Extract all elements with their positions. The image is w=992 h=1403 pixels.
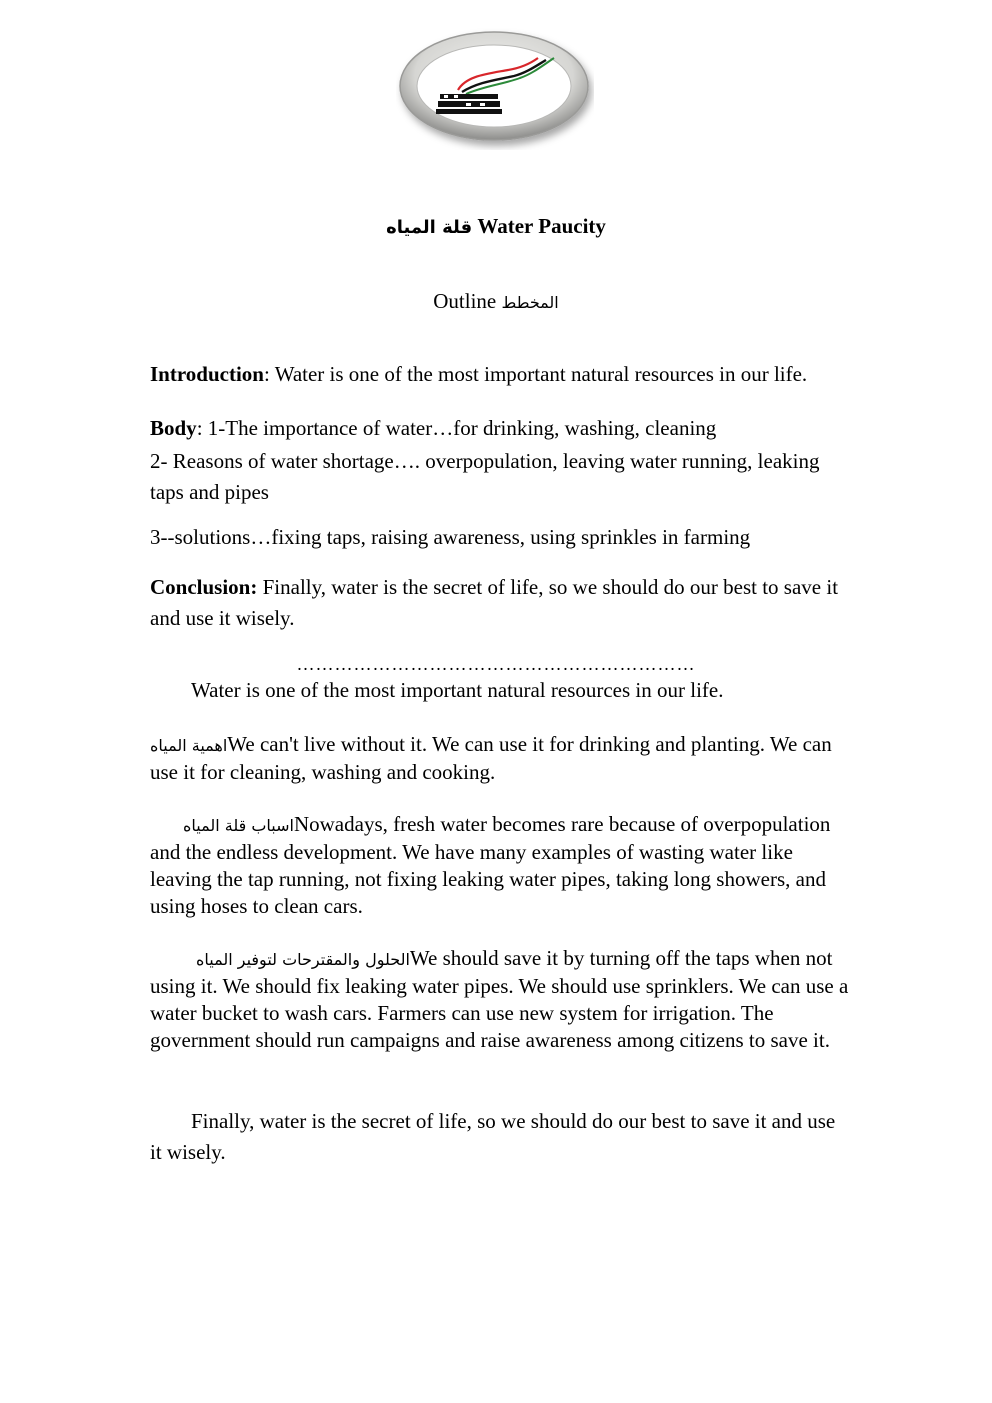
essay-paragraph-reasons <box>150 811 850 920</box>
outline-heading-arabic: المخطط <box>501 293 559 312</box>
body-point-1-text: : 1-The importance of water…for drinking, washing, cleaning <box>196 416 717 440</box>
conclusion-text: Finally, water is the secret of life, so we should do our best to save it and use it wisely. <box>150 575 839 630</box>
introduction-label: Introduction <box>150 362 264 386</box>
school-logo <box>396 28 594 150</box>
title-arabic: قلة المياه <box>386 217 473 238</box>
outline-heading <box>0 287 992 317</box>
dotted-separator: ……………………………………………………… <box>296 654 696 674</box>
outline-body-point-3: 3--solutions…fixing taps, raising awareness, using sprinkles in farming <box>150 525 751 549</box>
outline-conclusion <box>150 572 850 634</box>
body-label: Body <box>150 416 197 440</box>
paragraph-importance-arabic-label: اهمية المياه <box>150 736 228 755</box>
paragraph-importance-text: We can't live without it. We can use it for drinking and planting. We can use it for cleaning, washing and cooking. <box>150 732 832 784</box>
essay-paragraph-importance <box>150 731 850 786</box>
outline-body-point-2: 2- Reasons of water shortage…. overpopulation, leaving water running, leaking taps and pipes <box>150 449 820 504</box>
outline-introduction <box>150 361 850 388</box>
essay-paragraph-solutions <box>150 945 850 1054</box>
outline-body-point-1 <box>150 415 850 442</box>
paragraph-solutions-arabic-label: الحلول والمقترحات لتوفير المياه <box>196 950 410 969</box>
essay-intro: Water is one of the most important natural resources in our life. <box>191 678 724 702</box>
essay-conclusion: Finally, water is the secret of life, so we should do our best to save it and use it wisely. <box>150 1109 836 1164</box>
outline-heading-english: Outline <box>433 289 497 313</box>
conclusion-label: Conclusion: <box>150 575 258 599</box>
introduction-text: : Water is one of the most important natural resources in our life. <box>263 362 808 386</box>
paragraph-reasons-text: Nowadays, fresh water becomes rare because of overpopulation and the endless development. We have many examples of wasting water like leaving the tap running, not fixing leaking water pipes, taking long showers, and using hoses to clean cars. <box>150 812 831 918</box>
title-english: Water Paucity <box>477 214 606 238</box>
paragraph-solutions-text: We should save it by turning off the taps when not using it. We should fix leaking water pipes. We should use sprinklers. We can use a water bucket to wash cars. Farmers can use new system for irrigation. The government should run campaigns and raise awareness among citizens to save it. <box>150 946 849 1052</box>
document-title <box>0 212 992 242</box>
paragraph-reasons-arabic-label: اسباب قلة المياه <box>183 816 294 835</box>
oval-emblem-logo-icon <box>396 28 594 150</box>
